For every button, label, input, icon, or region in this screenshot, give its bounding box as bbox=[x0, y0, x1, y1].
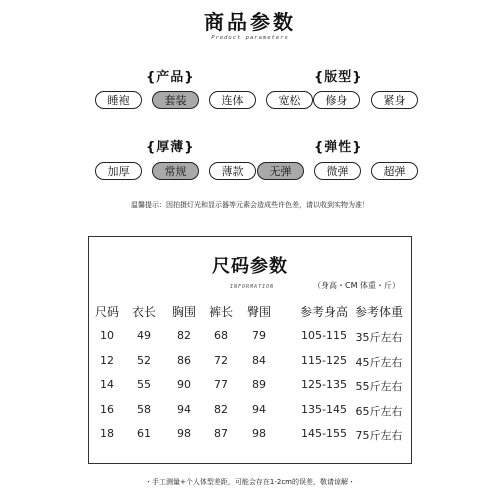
table-cell: 68 bbox=[214, 329, 228, 342]
table-cell: 90 bbox=[177, 378, 191, 391]
table-cell: 75斤左右 bbox=[355, 429, 403, 442]
page-title: 商品参数 bbox=[204, 10, 296, 34]
size-table-subtitle: INFORMATION bbox=[230, 284, 275, 290]
option-pill-3-1[interactable]: 微弹 bbox=[314, 162, 361, 180]
table-cell: 52 bbox=[137, 353, 151, 367]
table-cell: 10 bbox=[100, 329, 114, 342]
option-pill-3-0[interactable]: 无弹 bbox=[257, 162, 304, 180]
table-cell: 94 bbox=[252, 402, 266, 416]
table-cell: 86 bbox=[177, 353, 191, 367]
table-header-cell: 胸围 bbox=[171, 305, 196, 319]
table-cell: 14 bbox=[100, 378, 114, 391]
table-cell: 55 bbox=[137, 378, 151, 391]
group-title-3: {弹性} bbox=[314, 140, 363, 155]
table-cell: 82 bbox=[214, 402, 228, 416]
table-cell: 45斤左右 bbox=[355, 355, 403, 369]
option-pill-2-1[interactable]: 常规 bbox=[152, 162, 199, 180]
table-cell: 94 bbox=[177, 402, 191, 416]
option-pill-2-2[interactable]: 薄款 bbox=[209, 162, 256, 180]
table-cell: 98 bbox=[252, 427, 266, 440]
size-table-box bbox=[88, 236, 412, 464]
table-header-cell: 参考身高 bbox=[299, 305, 348, 319]
table-cell: 16 bbox=[100, 402, 114, 416]
table-header-cell: 参考体重 bbox=[354, 305, 403, 319]
option-pill-2-0[interactable]: 加厚 bbox=[95, 162, 142, 180]
table-cell: 87 bbox=[214, 427, 228, 440]
table-cell: 58 bbox=[137, 402, 151, 416]
table-header-cell: 衣长 bbox=[131, 305, 156, 319]
option-pill-3-2[interactable]: 超弹 bbox=[371, 162, 418, 180]
table-cell: 77 bbox=[214, 378, 228, 391]
page-subtitle: Product parameters bbox=[211, 35, 289, 41]
table-cell: 82 bbox=[177, 329, 191, 342]
group-title-2: {厚薄} bbox=[146, 140, 195, 155]
option-pill-0-3[interactable]: 宽松 bbox=[266, 91, 313, 109]
size-table-title: 尺码参数 bbox=[212, 256, 288, 277]
table-cell: 72 bbox=[214, 353, 228, 367]
option-pill-0-1[interactable]: 套装 bbox=[152, 91, 199, 109]
table-cell: 115-125 bbox=[301, 353, 347, 367]
table-header-cell: 臀围 bbox=[246, 305, 271, 319]
table-cell: 18 bbox=[100, 427, 114, 440]
table-cell: 125-135 bbox=[301, 378, 347, 391]
table-cell: 12 bbox=[100, 353, 114, 367]
size-table-unit: （身高・CM 体重・斤） bbox=[313, 281, 401, 290]
footnote: ・手工测量+个人体型差距，可能会存在1-2cm的误差，敬请谅解・ bbox=[145, 478, 355, 486]
table-cell: 65斤左右 bbox=[355, 404, 403, 418]
table-cell: 55斤左右 bbox=[355, 380, 403, 393]
table-cell: 145-155 bbox=[301, 427, 347, 440]
option-pill-1-1[interactable]: 紧身 bbox=[371, 91, 418, 109]
table-cell: 49 bbox=[137, 329, 151, 342]
table-cell: 79 bbox=[252, 329, 266, 342]
table-cell: 35斤左右 bbox=[355, 331, 403, 344]
group-title-0: {产品} bbox=[146, 70, 195, 85]
group-title-1: {版型} bbox=[314, 70, 363, 85]
table-header-cell: 尺码 bbox=[94, 305, 119, 319]
table-cell: 105-115 bbox=[301, 329, 347, 342]
option-pill-0-2[interactable]: 连体 bbox=[209, 91, 256, 109]
table-cell: 84 bbox=[252, 353, 266, 367]
table-cell: 135-145 bbox=[301, 402, 347, 416]
option-pill-1-0[interactable]: 修身 bbox=[313, 91, 360, 109]
color-hint: 温馨提示：因拍摄灯光和显示器等元素会造成些许色差，请以收到实物为准！ bbox=[131, 201, 369, 209]
table-header-cell: 裤长 bbox=[208, 305, 233, 319]
table-cell: 89 bbox=[252, 378, 266, 391]
option-pill-0-0[interactable]: 睡袍 bbox=[95, 91, 142, 109]
table-cell: 61 bbox=[137, 427, 151, 440]
table-cell: 98 bbox=[177, 427, 191, 440]
